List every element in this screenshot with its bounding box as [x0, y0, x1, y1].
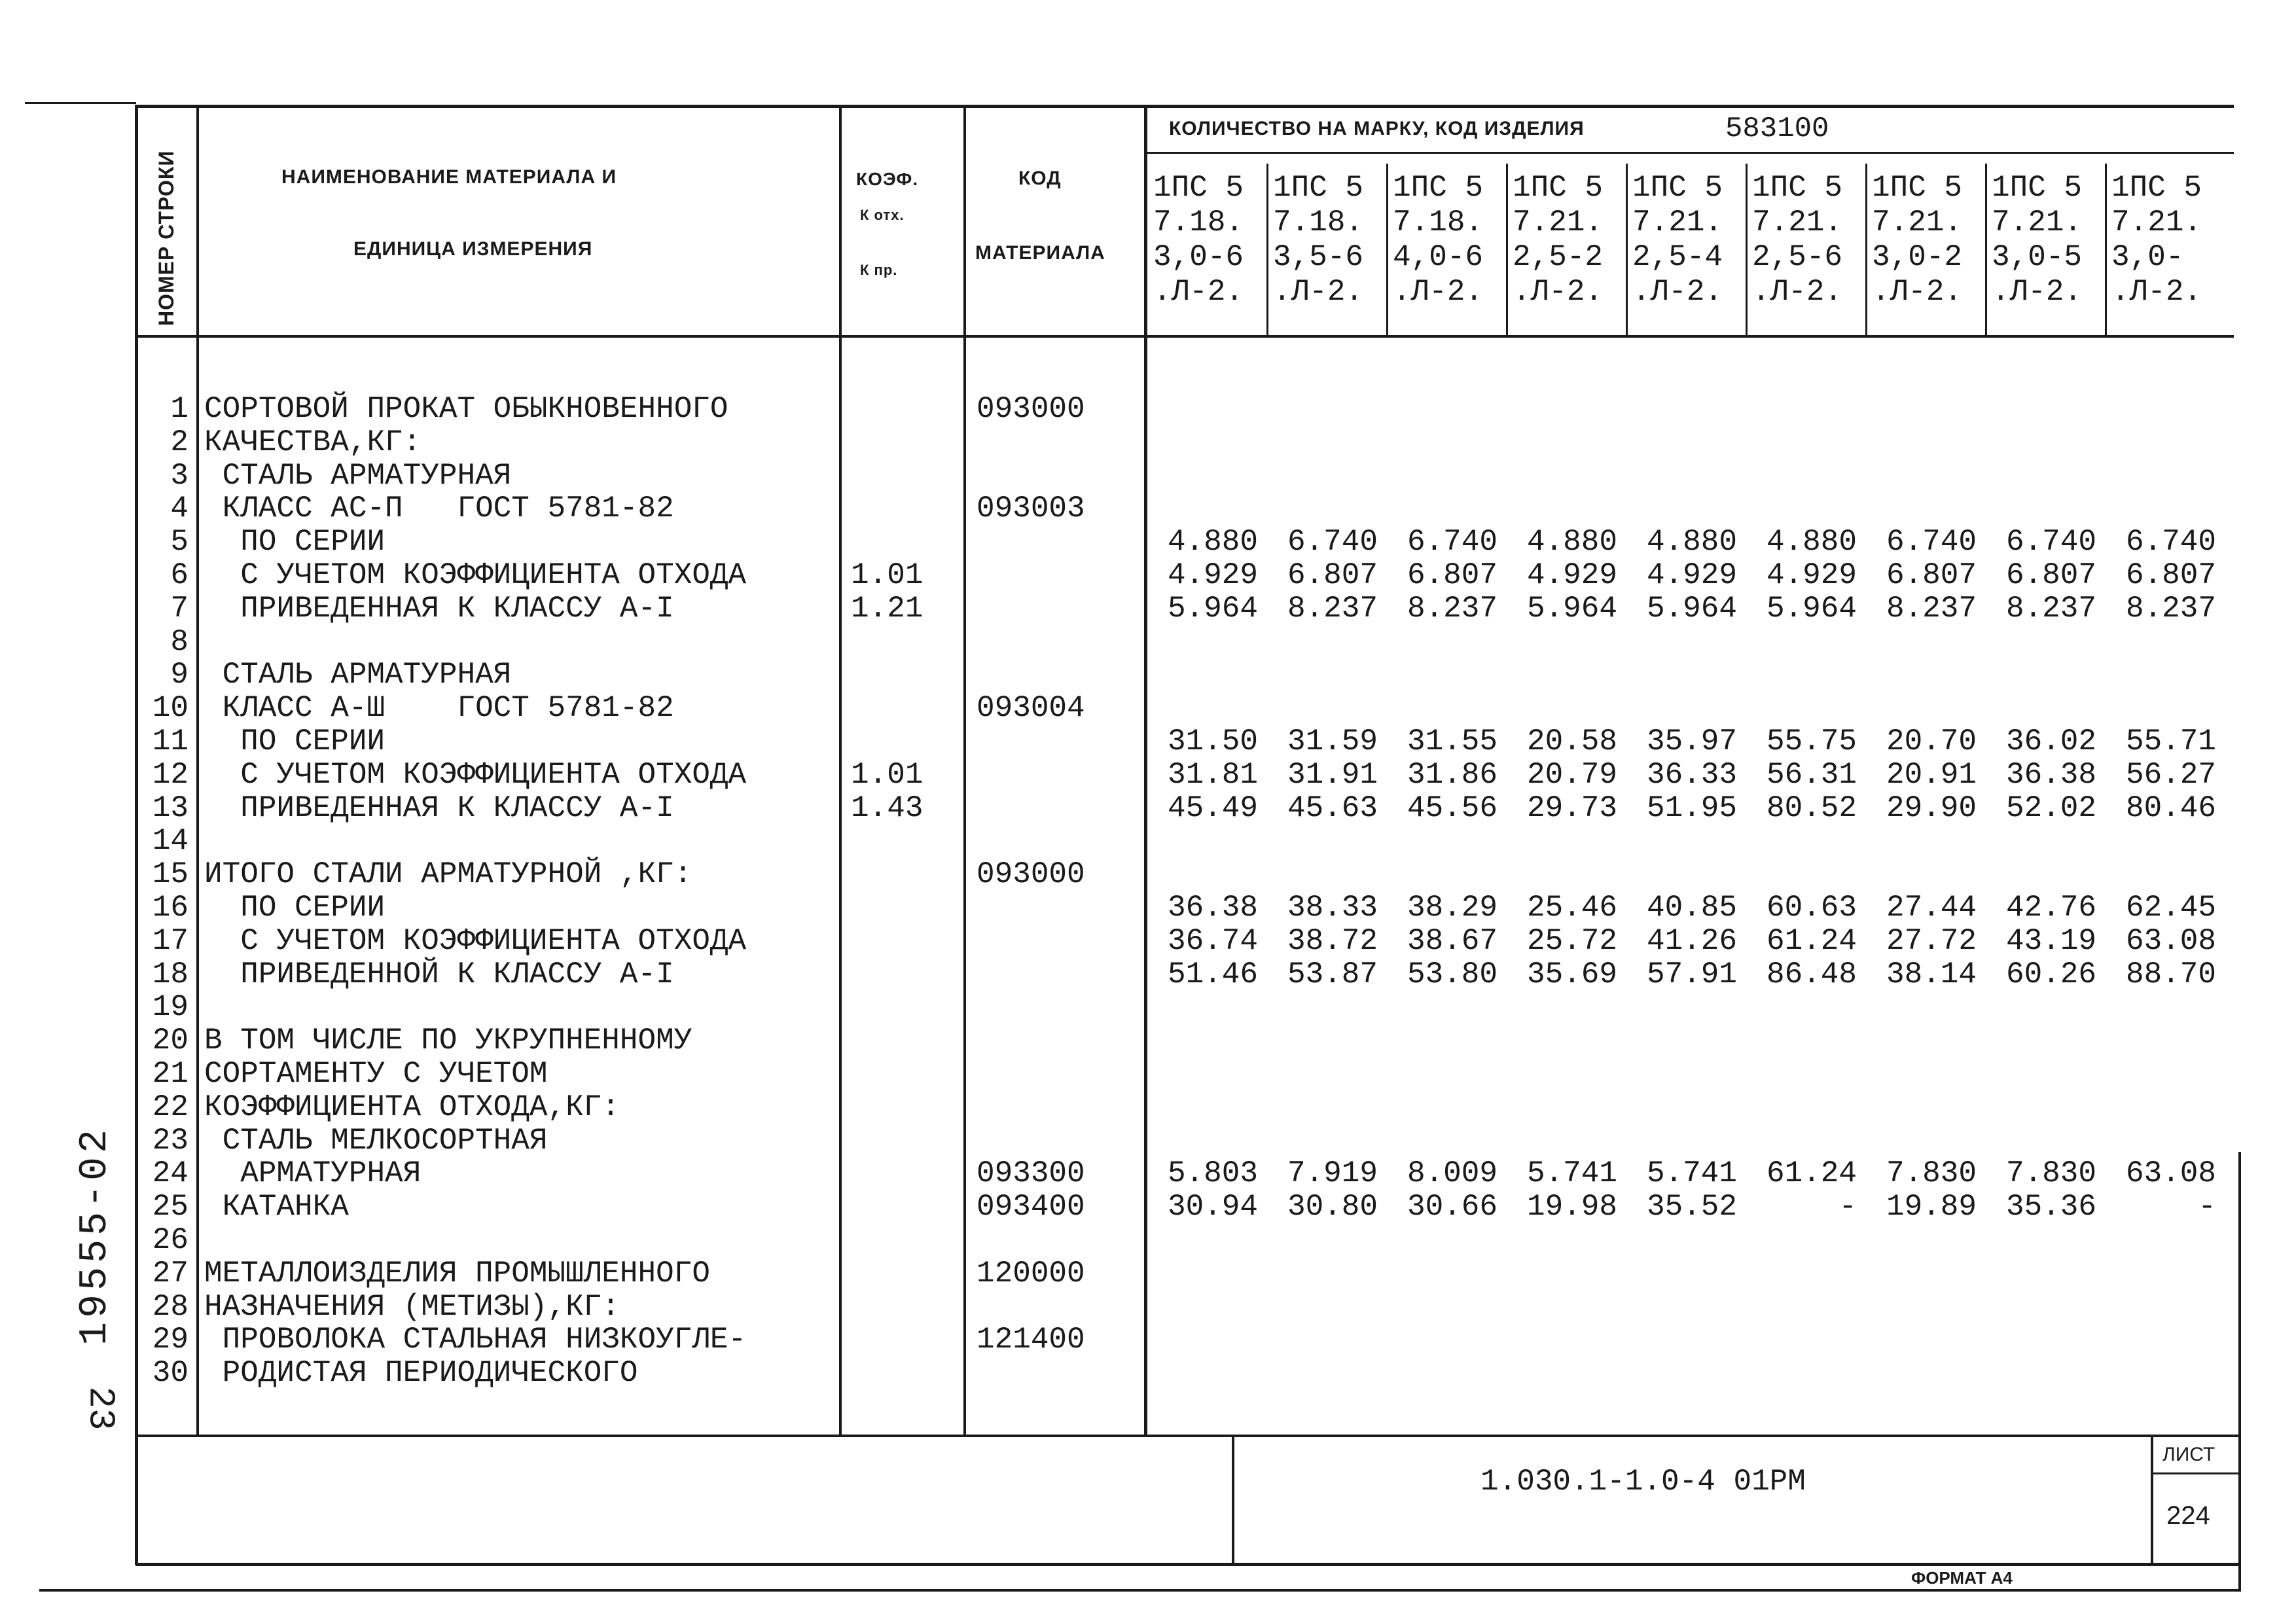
- coefficient: 1.43: [851, 791, 924, 825]
- row-number: 2: [170, 425, 188, 459]
- mark-line: .Л-2.: [2111, 275, 2202, 309]
- mark-column-divider: [1266, 164, 1268, 335]
- mark-line: 1ПС 5: [1752, 171, 1843, 205]
- mark-line: 2,5-4: [1632, 240, 1723, 274]
- row-number: 10: [152, 691, 188, 725]
- row-number-col-divider: [196, 105, 199, 1435]
- material-code: 093400: [977, 1190, 1085, 1224]
- material-code: 093003: [977, 491, 1085, 526]
- quantity-value: 43.19: [2005, 924, 2096, 958]
- material-code: 093000: [977, 857, 1085, 891]
- row-number: 12: [152, 758, 188, 792]
- material-name: С УЧЕТОМ КОЭФФИЦИЕНТА ОТХОДА: [204, 758, 747, 792]
- quantity-value: 31.50: [1167, 724, 1258, 758]
- quantity-value: 88.70: [2125, 957, 2216, 991]
- mark-line: 7.21.: [1992, 205, 2083, 240]
- quantity-value: 4.929: [1646, 558, 1737, 592]
- row-number: 21: [152, 1057, 188, 1091]
- quantity-value: 8.237: [2125, 592, 2216, 626]
- quantity-value: 86.48: [1766, 957, 1857, 991]
- quantity-value: 56.31: [1766, 758, 1857, 792]
- material-name: ПО СЕРИИ: [204, 724, 386, 758]
- quantity-value: 30.80: [1287, 1190, 1378, 1224]
- quantity-value: 8.009: [1407, 1156, 1498, 1190]
- quantity-value: -: [2198, 1190, 2216, 1224]
- mark-line: 1ПС 5: [1393, 171, 1484, 205]
- coef-header-line3: К пр.: [860, 262, 898, 278]
- quantity-value: 29.73: [1526, 791, 1617, 825]
- material-name: СТАЛЬ АРМАТУРНАЯ: [204, 459, 512, 493]
- row-number-header: НОМЕР СТРОКИ: [154, 150, 178, 326]
- quantity-value: 30.94: [1167, 1190, 1258, 1224]
- quantity-value: 31.91: [1287, 758, 1378, 792]
- row-number: 7: [170, 592, 188, 626]
- quantity-value: 5.803: [1167, 1156, 1258, 1190]
- row-number: 27: [152, 1257, 188, 1291]
- quantity-value: 6.740: [1287, 525, 1378, 559]
- code-header-line1: КОД: [1018, 168, 1062, 189]
- mark-column-divider: [1865, 164, 1867, 335]
- material-name: С УЧЕТОМ КОЭФФИЦИЕНТА ОТХОДА: [204, 558, 747, 592]
- quantity-value: 7.830: [2005, 1156, 2096, 1190]
- quantity-value: 40.85: [1646, 891, 1737, 925]
- material-name: ПРОВОЛОКА СТАЛЬНАЯ НИЗКОУГЛЕ-: [204, 1323, 747, 1357]
- quantity-value: 60.63: [1766, 891, 1857, 925]
- mark-line: 2,5-2: [1513, 240, 1604, 274]
- mark-line: .Л-2.: [1752, 275, 1843, 309]
- material-name: ПО СЕРИИ: [204, 525, 386, 559]
- quantity-value: 38.72: [1287, 924, 1378, 958]
- coef-header-line1: КОЭФ.: [856, 169, 919, 189]
- quantity-value: 4.929: [1526, 558, 1617, 592]
- material-name: СТАЛЬ МЕЛКОСОРТНАЯ: [204, 1124, 548, 1158]
- format-label: ФОРМАТ А4: [1911, 1568, 2013, 1588]
- code-header-line2: МАТЕРИАЛА: [975, 242, 1105, 264]
- row-number: 20: [152, 1024, 188, 1058]
- quantity-value: 51.95: [1646, 791, 1737, 825]
- quantity-value: 38.33: [1287, 891, 1378, 925]
- side-page-number: 23: [79, 1386, 122, 1431]
- quantity-value: 7.919: [1287, 1156, 1378, 1190]
- mark-line: 7.21.: [1632, 205, 1723, 240]
- row-number: 24: [152, 1156, 188, 1190]
- quantity-value: 31.81: [1167, 758, 1258, 792]
- quantity-value: 25.72: [1526, 924, 1617, 958]
- quantity-value: 35.97: [1646, 724, 1737, 758]
- mark-column-divider: [1386, 164, 1388, 335]
- material-name: КЛАСС АС-П ГОСТ 5781-82: [204, 491, 674, 526]
- header-bottom: [136, 335, 2234, 338]
- sheet-label: ЛИСТ: [2162, 1444, 2215, 1465]
- mark-line: .Л-2.: [1153, 275, 1244, 309]
- quantity-value: -: [1839, 1190, 1857, 1224]
- top-rule: [25, 102, 136, 104]
- mark-line: 3,0-5: [1992, 240, 2083, 274]
- material-name: ИТОГО СТАЛИ АРМАТУРНОЙ ,КГ:: [204, 857, 692, 891]
- mark-column-divider: [2105, 164, 2107, 335]
- quantity-value: 52.02: [2005, 791, 2096, 825]
- quantity-value: 6.740: [1886, 525, 1977, 559]
- row-number: 13: [152, 791, 188, 825]
- row-number: 23: [152, 1124, 188, 1158]
- mark-line: 1ПС 5: [1273, 171, 1364, 205]
- quantity-value: 19.89: [1886, 1190, 1977, 1224]
- quantity-value: 27.72: [1886, 924, 1977, 958]
- mark-line: .Л-2.: [1632, 275, 1723, 309]
- material-name: С УЧЕТОМ КОЭФФИЦИЕНТА ОТХОДА: [204, 924, 747, 958]
- quantity-value: 8.237: [1407, 592, 1498, 626]
- quantity-value: 5.964: [1167, 592, 1258, 626]
- row-number: 9: [170, 658, 188, 692]
- mark-column-divider: [1626, 164, 1628, 335]
- row-number: 3: [170, 459, 188, 493]
- row-number: 11: [152, 724, 188, 758]
- row-number: 4: [170, 491, 188, 526]
- quantity-value: 5.741: [1526, 1156, 1617, 1190]
- material-name: ПРИВЕДЕННАЯ К КЛАССУ А-I: [204, 791, 674, 825]
- quantity-value: 8.237: [1886, 592, 1977, 626]
- mark-line: .Л-2.: [1273, 275, 1364, 309]
- quantity-value: 45.63: [1287, 791, 1378, 825]
- material-name: ПРИВЕДЕННАЯ К КЛАССУ А-I: [204, 592, 674, 626]
- mark-line: 1ПС 5: [1153, 171, 1244, 205]
- quantity-value: 5.964: [1766, 592, 1857, 626]
- coefficient: 1.01: [851, 758, 924, 792]
- quantity-value: 5.964: [1646, 592, 1737, 626]
- mark-line: 3,0-2: [1872, 240, 1963, 274]
- quantity-value: 45.49: [1167, 791, 1258, 825]
- material-name: ПРИВЕДЕННОЙ К КЛАССУ А-I: [204, 957, 674, 991]
- quantity-value: 57.91: [1646, 957, 1737, 991]
- quantity-value: 6.807: [2005, 558, 2096, 592]
- frame-right-lower: [2238, 1435, 2241, 1592]
- coefficient: 1.21: [851, 592, 924, 626]
- quantity-value: 20.58: [1526, 724, 1617, 758]
- quantity-value: 6.740: [2125, 525, 2216, 559]
- mark-line: 7.18.: [1153, 205, 1244, 240]
- page-bottom-rule: [39, 1589, 2241, 1592]
- mark-line: 1ПС 5: [1872, 171, 1963, 205]
- quantity-value: 56.27: [2125, 758, 2216, 792]
- quantity-value: 6.740: [2005, 525, 2096, 559]
- quantity-value: 31.86: [1407, 758, 1498, 792]
- quantity-value: 53.87: [1287, 957, 1378, 991]
- frame-left: [135, 105, 138, 1565]
- coefficient: 1.01: [851, 558, 924, 592]
- quantity-value: 36.38: [1167, 891, 1258, 925]
- material-name: СТАЛЬ АРМАТУРНАЯ: [204, 658, 512, 692]
- quantity-value: 38.67: [1407, 924, 1498, 958]
- mark-line: 7.21.: [1872, 205, 1963, 240]
- quantity-value: 42.76: [2005, 891, 2096, 925]
- row-number: 17: [152, 924, 188, 958]
- material-name: В ТОМ ЧИСЛЕ ПО УКРУПНЕННОМУ: [204, 1024, 692, 1058]
- quantity-value: 4.880: [1167, 525, 1258, 559]
- mark-line: 7.21.: [2111, 205, 2202, 240]
- quantity-value: 5.964: [1526, 592, 1617, 626]
- name-col-divider: [839, 105, 842, 1435]
- quantity-value: 31.59: [1287, 724, 1378, 758]
- stamp-divider: [1232, 1435, 1234, 1565]
- quantity-value: 20.91: [1886, 758, 1977, 792]
- quantity-value: 25.46: [1526, 891, 1617, 925]
- quantity-value: 6.807: [1407, 558, 1498, 592]
- mark-line: 7.18.: [1273, 205, 1364, 240]
- frame-bottom: [136, 1563, 2238, 1566]
- coef-col-divider: [963, 105, 966, 1435]
- quantity-value: 20.70: [1886, 724, 1977, 758]
- mark-line: 4,0-6: [1393, 240, 1484, 274]
- material-name: КЛАСС А-Ш ГОСТ 5781-82: [204, 691, 674, 725]
- quantity-value: 4.929: [1766, 558, 1857, 592]
- quantity-value: 29.90: [1886, 791, 1977, 825]
- material-code: 093004: [977, 691, 1085, 725]
- quantity-value: 60.26: [2005, 957, 2096, 991]
- mark-line: 2,5-6: [1752, 240, 1843, 274]
- mark-line: 3,0-6: [1153, 240, 1244, 274]
- quantity-value: 35.69: [1526, 957, 1617, 991]
- frame-top: [136, 105, 2234, 108]
- quantity-value: 36.02: [2005, 724, 2096, 758]
- sheet-number: 224: [2166, 1501, 2210, 1530]
- mark-line: 3,5-6: [1273, 240, 1364, 274]
- quantity-value: 8.237: [2005, 592, 2096, 626]
- quantity-value: 5.741: [1646, 1156, 1737, 1190]
- material-name: КАЧЕСТВА,КГ:: [204, 425, 422, 459]
- quantity-value: 27.44: [1886, 891, 1977, 925]
- quantity-value: 4.929: [1167, 558, 1258, 592]
- mark-line: .Л-2.: [1393, 275, 1484, 309]
- mark-column-divider: [1746, 164, 1748, 335]
- quantity-value: 35.52: [1646, 1190, 1737, 1224]
- sheet-box-left: [2151, 1435, 2153, 1565]
- quantity-value: 41.26: [1646, 924, 1737, 958]
- mark-line: 7.21.: [1752, 205, 1843, 240]
- mark-line: .Л-2.: [1872, 275, 1963, 309]
- quantity-value: 51.46: [1167, 957, 1258, 991]
- material-name: НАЗНАЧЕНИЯ (МЕТИЗЫ),КГ:: [204, 1290, 620, 1324]
- row-number: 1: [170, 392, 188, 426]
- quantity-value: 62.45: [2125, 891, 2216, 925]
- quantity-value: 80.46: [2125, 791, 2216, 825]
- quantity-value: 38.14: [1886, 957, 1977, 991]
- quantity-value: 45.56: [1407, 791, 1498, 825]
- row-number: 29: [152, 1323, 188, 1357]
- quantity-value: 36.74: [1167, 924, 1258, 958]
- row-number: 22: [152, 1090, 188, 1124]
- quantity-value: 55.75: [1766, 724, 1857, 758]
- row-number: 28: [152, 1290, 188, 1324]
- material-name: МЕТАЛЛОИЗДЕЛИЯ ПРОМЫШЛЕННОГО: [204, 1257, 710, 1291]
- quantity-value: 31.55: [1407, 724, 1498, 758]
- material-code: 093000: [977, 392, 1085, 426]
- mark-line: 1ПС 5: [1513, 171, 1604, 205]
- quantity-value: 20.79: [1526, 758, 1617, 792]
- row-number: 6: [170, 558, 188, 592]
- mark-line: .Л-2.: [1992, 275, 2083, 309]
- quantity-value: 63.08: [2125, 924, 2216, 958]
- material-name: РОДИСТАЯ ПЕРИОДИЧЕСКОГО: [204, 1356, 638, 1390]
- quantity-value: 19.98: [1526, 1190, 1617, 1224]
- quantity-value: 63.08: [2125, 1156, 2216, 1190]
- mark-line: 1ПС 5: [1992, 171, 2083, 205]
- quantity-value: 53.80: [1407, 957, 1498, 991]
- row-number: 30: [152, 1356, 188, 1390]
- mark-line: 3,0-: [2111, 240, 2184, 274]
- material-name-header-line2: ЕДИНИЦА ИЗМЕРЕНИЯ: [353, 238, 593, 260]
- row-number: 14: [152, 824, 188, 858]
- product-code: 583100: [1725, 113, 1829, 145]
- archive-number: 19555-02: [73, 1126, 118, 1346]
- material-name: СОРТАМЕНТУ С УЧЕТОМ: [204, 1057, 548, 1091]
- mark-column-divider: [1985, 164, 1987, 335]
- quantity-value: 38.29: [1407, 891, 1498, 925]
- mark-line: 1ПС 5: [2111, 171, 2202, 205]
- body-right-edge: [2238, 1152, 2241, 1435]
- mark-line: .Л-2.: [1513, 275, 1604, 309]
- mark-line: 7.18.: [1393, 205, 1484, 240]
- material-name: СОРТОВОЙ ПРОКАТ ОБЫКНОВЕННОГО: [204, 392, 728, 426]
- material-name-header-line1: НАИМЕНОВАНИЕ МАТЕРИАЛА И: [281, 166, 617, 188]
- mark-line: 1ПС 5: [1632, 171, 1723, 205]
- material-name: АРМАТУРНАЯ: [204, 1156, 422, 1190]
- mark-column-divider: [1506, 164, 1508, 335]
- sheet-box-mid: [2151, 1472, 2238, 1474]
- row-number: 16: [152, 891, 188, 925]
- material-name: КОЭФФИЦИЕНТА ОТХОДА,КГ:: [204, 1090, 620, 1124]
- quantity-value: 6.740: [1407, 525, 1498, 559]
- quantity-value: 55.71: [2125, 724, 2216, 758]
- row-number: 25: [152, 1190, 188, 1224]
- quantity-value: 30.66: [1407, 1190, 1498, 1224]
- quantity-header-divider: [1145, 152, 2234, 154]
- quantity-value: 7.830: [1886, 1156, 1977, 1190]
- material-name: ПО СЕРИИ: [204, 891, 386, 925]
- material-name: КАТАНКА: [204, 1190, 349, 1224]
- quantity-value: 8.237: [1287, 592, 1378, 626]
- document-code: 1.030.1-1.0-4 01PM: [1480, 1465, 1806, 1499]
- quantity-value: 36.33: [1646, 758, 1737, 792]
- quantity-value: 6.807: [1886, 558, 1977, 592]
- quantity-value: 61.24: [1766, 924, 1857, 958]
- row-number: 15: [152, 857, 188, 891]
- quantity-value: 35.36: [2005, 1190, 2096, 1224]
- material-code: 093300: [977, 1156, 1085, 1190]
- quantity-value: 4.880: [1526, 525, 1617, 559]
- quantity-value: 61.24: [1766, 1156, 1857, 1190]
- quantity-value: 4.880: [1646, 525, 1737, 559]
- quantity-value: 36.38: [2005, 758, 2096, 792]
- row-number: 5: [170, 525, 188, 559]
- row-number: 26: [152, 1223, 188, 1257]
- material-code: 121400: [977, 1323, 1085, 1357]
- quantity-value: 6.807: [1287, 558, 1378, 592]
- body-bottom: [136, 1435, 2238, 1437]
- row-number: 8: [170, 625, 188, 659]
- mark-line: 7.21.: [1513, 205, 1604, 240]
- row-number: 18: [152, 957, 188, 991]
- quantity-value: 6.807: [2125, 558, 2216, 592]
- coef-header-line2: К отх.: [860, 207, 905, 223]
- row-number: 19: [152, 990, 188, 1024]
- material-code: 120000: [977, 1257, 1085, 1291]
- quantity-value: 80.52: [1766, 791, 1857, 825]
- quantity-header: КОЛИЧЕСТВО НА МАРКУ, КОД ИЗДЕЛИЯ: [1169, 118, 1585, 139]
- quantity-value: 4.880: [1766, 525, 1857, 559]
